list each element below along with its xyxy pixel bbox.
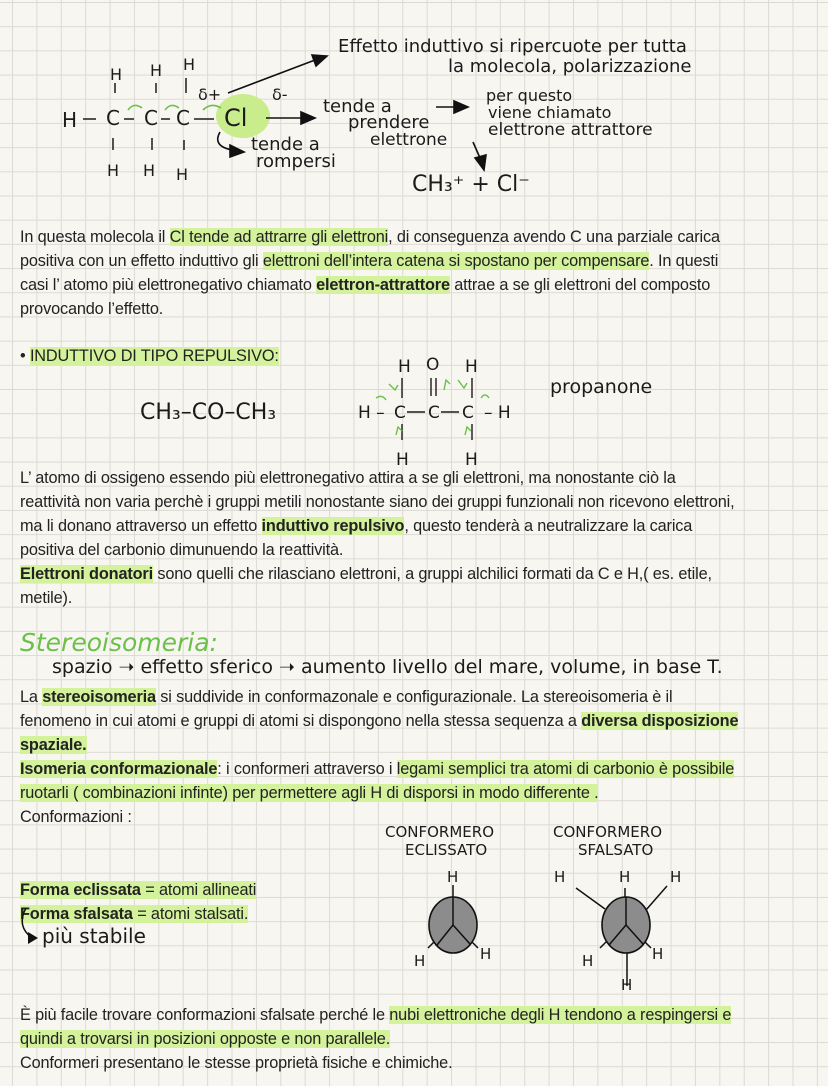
delta-plus: δ+ (198, 85, 222, 104)
highlighted-text: INDUTTIVO DI TIPO REPULSIVO: (29, 347, 279, 365)
text-segment: fenomeno in cui atomi e gruppi di atomi si dispongono nella stessa sequenza a (20, 712, 582, 730)
highlighted-text: nubi elettroniche degli H tendono a respingersi e (389, 1006, 732, 1024)
text-segment: si suddivide in conformazonale e configurazionale. La stereoisomeria è il (155, 688, 673, 706)
atom-h: H (110, 65, 123, 84)
atom-cl: Cl (224, 104, 248, 132)
atom-h: H (554, 868, 566, 886)
text-segment: • (20, 347, 30, 365)
highlighted-text: elettron-attrattore (316, 276, 450, 294)
atom-h: H (582, 952, 594, 970)
highlighted-text: Cl tende ad attrarre gli elettroni (169, 228, 389, 246)
note-called-3: elettrone attrattore (488, 120, 653, 140)
atom-h: H (176, 165, 189, 184)
text-segment: : i conformeri attraverso i (217, 760, 397, 778)
text-segment: attrae a se gli elettroni del composto (449, 276, 711, 294)
text-segment: Conformazioni : (20, 808, 132, 826)
atom-h: H (652, 945, 664, 963)
atom-c: C (428, 403, 440, 423)
highlighted-text: = atomi allineati (140, 881, 257, 899)
note-inductive-effect-2: la molecola, polarizzazione (448, 56, 692, 77)
atom-h: H (414, 952, 426, 970)
note-take-electron-3: elettrone (370, 130, 448, 150)
note-take-electron-2: prendere (348, 112, 430, 133)
text-segment: sono quelli che rilasciano elettroni, a gruppi alchilici formati da C e H,( es. etile, (152, 565, 712, 583)
newman-staggered (554, 868, 681, 994)
atom-c: C (394, 403, 406, 423)
label-staggered-conformer-2: SFALSATO (578, 841, 654, 859)
text-segment: reattività non varia perchè i gruppi metili nonostante siano dei gruppi funzionali non ricevono elettroni, (20, 493, 735, 511)
atom-h: H (62, 108, 78, 132)
highlighted-text: ruotarli ( combinazioni infinte) per permettere agli H di disporsi in modo differente . (20, 784, 599, 802)
atom-h: H (398, 357, 411, 377)
text-segment: ma li donano attraverso un effetto (20, 517, 262, 535)
highlighted-text: Forma eclissata (20, 881, 141, 899)
atom-c: C (144, 106, 158, 130)
atom-h: H (621, 976, 633, 994)
note-called: per questo (486, 86, 573, 105)
atom-h: H (619, 868, 631, 886)
atom-h: – H (484, 403, 511, 423)
text-segment: , di conseguenza avendo C una parziale carica (388, 228, 720, 246)
atom-h: H (447, 868, 459, 886)
note-take-electron: tende a (323, 96, 392, 117)
propanone-label: propanone (550, 376, 653, 398)
atom-h: H – (358, 403, 385, 423)
text-segment: La (20, 688, 43, 706)
newman-eclipsed (414, 868, 491, 970)
note-called-2: viene chiamato (488, 103, 612, 122)
atom-c: C (106, 106, 120, 130)
text-segment: positiva del carbonio dimunuendo la reattività. (20, 541, 344, 559)
atom-h: H (465, 357, 478, 377)
atom-h: H (396, 450, 409, 470)
text-segment: provocando l’effetto. (20, 300, 164, 318)
highlighted-text: diversa disposizione (581, 712, 739, 730)
text-segment: metile). (20, 589, 73, 607)
note-break-2: rompersi (256, 151, 336, 172)
atom-c: C (176, 106, 190, 130)
text-segment: È più facile trovare conformazioni sfalsate perché le (20, 1006, 390, 1024)
text-segment: Conformeri presentano le stesse proprietà fisiche e chimiche. (20, 1054, 453, 1072)
atom-o: O (426, 355, 440, 375)
reaction-products: CH₃⁺ + Cl⁻ (412, 172, 530, 197)
atom-h: H (150, 61, 163, 80)
highlighted-text: Forma sfalsata (20, 905, 133, 923)
atom-h: H (465, 450, 478, 470)
highlighted-text: elettroni dell’intera catena si spostano per compensare (262, 252, 650, 270)
text-segment: In questa molecola il (20, 228, 170, 246)
atom-h: H (143, 161, 156, 180)
atom-h: H (107, 161, 120, 180)
text-segment: casi l’ atomo più elettronegativo chiamato (20, 276, 317, 294)
highlighted-text: induttivo repulsivo (261, 517, 405, 535)
text-segment: , questo tenderà a neutralizzare la carica (404, 517, 693, 535)
highlighted-text: Isomeria conformazionale (20, 760, 218, 778)
label-eclipsed-conformer-2: ECLISSATO (405, 841, 488, 859)
note-spatial: spazio ➝ effetto sferico ➝ aumento livello del mare, volume, in base T. (52, 656, 723, 678)
propanone-condensed-formula: CH₃–CO–CH₃ (140, 400, 277, 425)
atom-h: H (480, 945, 492, 963)
highlighted-text: quindi a trovarsi in posizioni opposte e non parallele. (20, 1030, 391, 1048)
highlighted-text: legami semplici tra atomi di carbonio è possibile (396, 760, 735, 778)
delta-minus: δ- (272, 85, 288, 104)
highlighted-text: = atomi stalsati. (132, 905, 249, 923)
highlighted-text: Elettroni donatori (20, 565, 153, 583)
label-staggered-conformer: CONFORMERO (553, 823, 663, 841)
note-break: tende a (251, 134, 320, 155)
text-segment: . In questi (649, 252, 719, 270)
note-more-stable: più stabile (42, 924, 146, 948)
atom-h: H (183, 55, 196, 74)
label-eclipsed-conformer: CONFORMERO (385, 823, 495, 841)
section-heading-stereoisomerism: Stereoisomeria: (20, 628, 218, 657)
text-segment: L’ atomo di ossigeno essendo più elettronegativo attira a se gli elettroni, ma nonostante ciò la (20, 469, 676, 487)
atom-c: C (462, 403, 474, 423)
text-segment: positiva con un effetto induttivo gli (20, 252, 263, 270)
highlighted-text: spaziale. (20, 736, 87, 754)
note-inductive-effect: Effetto induttivo si ripercuote per tutta (338, 36, 687, 57)
highlighted-text: stereoisomeria (42, 688, 156, 706)
atom-h: H (670, 868, 682, 886)
